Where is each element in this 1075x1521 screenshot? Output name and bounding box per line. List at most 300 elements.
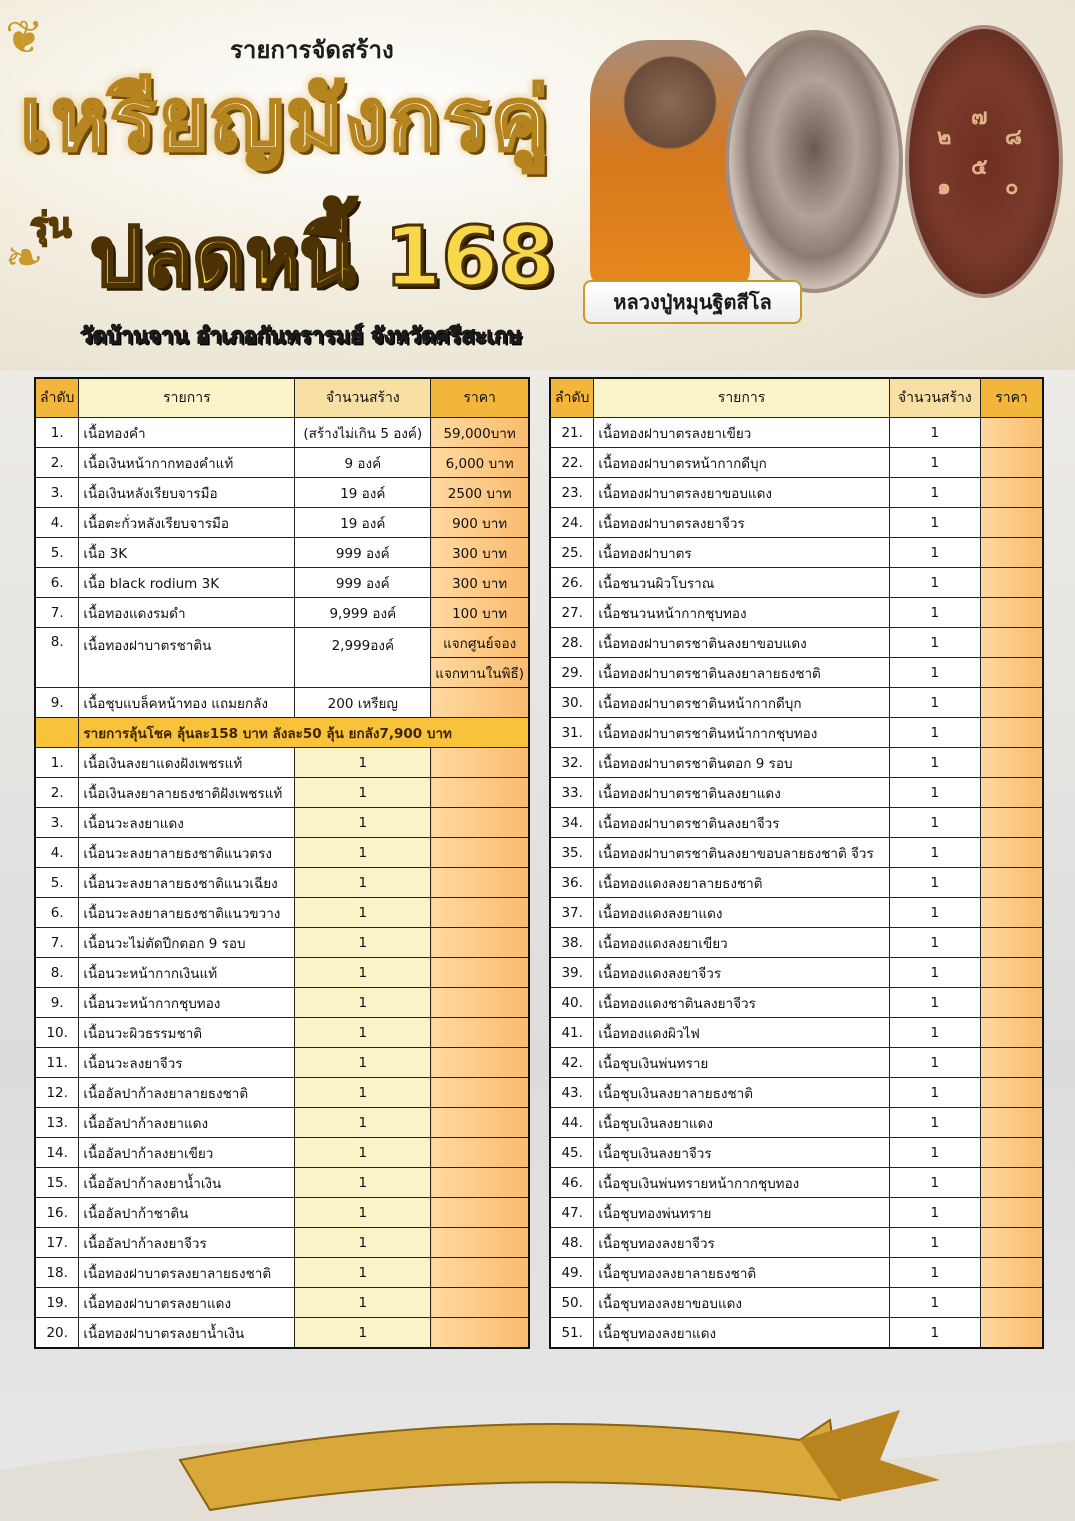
row-number: 37.	[550, 898, 594, 928]
item-name: เนื้อนวะลงยาแดง	[79, 808, 295, 838]
header-item: รายการ	[594, 378, 889, 418]
item-price	[431, 868, 529, 898]
table-row	[550, 748, 1043, 778]
table-row	[550, 1018, 1043, 1048]
item-name: เนื้อเงินหน้ากากทองคำแท้	[79, 448, 295, 478]
item-price-note: แจกทานในพิธี)	[431, 658, 529, 688]
item-qty: 1	[889, 538, 980, 568]
row-number: 21.	[550, 418, 594, 448]
row-number: 16.	[35, 1198, 79, 1228]
header-price: ราคา	[431, 378, 529, 418]
item-name: เนื้ออัลปาก้าลงยาเขียว	[79, 1138, 295, 1168]
item-price	[431, 1258, 529, 1288]
item-name: เนื้อชุบเงินพ่นทราย	[594, 1048, 889, 1078]
table-row	[550, 1108, 1043, 1138]
table-row	[550, 448, 1043, 478]
item-name: เนื้อทองแดงชาตินลงยาจีวร	[594, 988, 889, 1018]
item-price	[431, 1288, 529, 1318]
item-name: เนื้อทองแดงลงยาเขียว	[594, 928, 889, 958]
row-number: 23.	[550, 478, 594, 508]
table-row	[550, 868, 1043, 898]
item-qty: 1	[889, 748, 980, 778]
row-number: 5.	[35, 538, 79, 568]
item-qty: 19 องค์	[295, 478, 431, 508]
item-price: 59,000บาท	[431, 418, 529, 448]
table-row	[550, 1048, 1043, 1078]
item-name: เนื้อนวะลงยาลายธงชาติแนวเฉียง	[79, 868, 295, 898]
item-price	[980, 1228, 1043, 1258]
row-number: 43.	[550, 1078, 594, 1108]
item-price	[980, 478, 1043, 508]
item-qty: 1	[889, 1108, 980, 1138]
item-qty: 1	[889, 688, 980, 718]
item-price	[980, 988, 1043, 1018]
promo-text: รายการลุ้นโชค ลุ้นละ158 บาท ลังละ50 ลุ้น ยกลัง7,900 บาท	[79, 718, 529, 748]
item-qty: 1	[889, 448, 980, 478]
item-name: เนื้อนวะลงยาลายธงชาติแนวตรง	[79, 838, 295, 868]
row-number: 2.	[35, 778, 79, 808]
item-price	[980, 748, 1043, 778]
row-number: 28.	[550, 628, 594, 658]
item-qty: 1	[889, 418, 980, 448]
row-number: 27.	[550, 598, 594, 628]
item-qty: 1	[889, 928, 980, 958]
item-qty: 1	[295, 1318, 431, 1349]
item-price	[980, 448, 1043, 478]
item-qty: 1	[889, 508, 980, 538]
item-name: เนื้อชุบเงินพ่นทรายหน้ากากชุบทอง	[594, 1168, 889, 1198]
item-price	[980, 1318, 1043, 1349]
item-name: เนื้อทองฝาบาตรลงยาจีวร	[594, 508, 889, 538]
row-number: 40.	[550, 988, 594, 1018]
row-number: 2.	[35, 448, 79, 478]
item-qty: 1	[295, 1138, 431, 1168]
item-qty: 1	[295, 1228, 431, 1258]
row-number: 5.	[35, 868, 79, 898]
item-name: เนื้ออัลปาก้าชาติน	[79, 1198, 295, 1228]
item-qty: 1	[295, 808, 431, 838]
table-row	[35, 1228, 529, 1258]
item-price	[980, 1198, 1043, 1228]
table-row	[35, 778, 529, 808]
item-qty: 1	[295, 838, 431, 868]
item-name: เนื้อทองฝาบาตร	[594, 538, 889, 568]
item-qty: 1	[295, 778, 431, 808]
item-price	[980, 658, 1043, 688]
table-row	[35, 1168, 529, 1198]
table-row	[550, 1198, 1043, 1228]
item-price	[980, 508, 1043, 538]
row-number: 51.	[550, 1318, 594, 1349]
table-row	[550, 568, 1043, 598]
header-no: ลำดับ	[550, 378, 594, 418]
item-price	[980, 1018, 1043, 1048]
item-price	[431, 928, 529, 958]
item-name: เนื้อทองฝาบาตรลงยาขอบแดง	[594, 478, 889, 508]
item-qty: 1	[889, 1258, 980, 1288]
row-number: 25.	[550, 538, 594, 568]
table-row	[35, 748, 529, 778]
item-qty: 2,999องค์	[295, 628, 431, 688]
item-price: 300 บาท	[431, 568, 529, 598]
item-qty: 9,999 องค์	[295, 598, 431, 628]
row-number: 10.	[35, 1018, 79, 1048]
item-name: เนื้อทองฝาบาตรชาตินหน้ากากดีบุก	[594, 688, 889, 718]
table-row	[35, 478, 529, 508]
item-name: เนื้อชนวนหน้ากากชุบทอง	[594, 598, 889, 628]
header-qty: จำนวนสร้าง	[889, 378, 980, 418]
table-row	[35, 868, 529, 898]
table-row	[35, 898, 529, 928]
item-qty: 1	[295, 1078, 431, 1108]
item-qty: 1	[889, 868, 980, 898]
table-row	[550, 1078, 1043, 1108]
item-name: เนื้อทองแดงลงยาแดง	[594, 898, 889, 928]
item-price	[980, 598, 1043, 628]
item-name: เนื้อทองฝาบาตรชาตินลงยาลายธงชาติ	[594, 658, 889, 688]
item-qty: 1	[889, 898, 980, 928]
table-row	[35, 928, 529, 958]
temple-location: วัดบ้านจาน อำเภอกันทรารมย์ จังหวัดศรีสะเกษ	[80, 324, 522, 349]
table-row	[550, 718, 1043, 748]
item-qty: 19 องค์	[295, 508, 431, 538]
table-row	[550, 688, 1043, 718]
table-row	[35, 958, 529, 988]
row-number: 1.	[35, 418, 79, 448]
item-price: 100 บาท	[431, 598, 529, 628]
item-price	[431, 1048, 529, 1078]
row-number: 19.	[35, 1288, 79, 1318]
item-name: เนื้อชนวนผิวโบราณ	[594, 568, 889, 598]
row-number: 41.	[550, 1018, 594, 1048]
item-name: เนื้อชุบเงินลงยาแดง	[594, 1108, 889, 1138]
table-row	[550, 1258, 1043, 1288]
row-number: 49.	[550, 1258, 594, 1288]
item-price	[980, 538, 1043, 568]
item-name: เนื้อทองฝาบาตรลงยาน้ำเงิน	[79, 1318, 295, 1349]
row-number: 3.	[35, 478, 79, 508]
table-row	[550, 478, 1043, 508]
item-name: เนื้อทองแดงลงยาลายธงชาติ	[594, 868, 889, 898]
item-qty: 1	[889, 838, 980, 868]
row-number: 39.	[550, 958, 594, 988]
item-qty: 1	[889, 598, 980, 628]
table-row	[550, 838, 1043, 868]
monk-name-label: หลวงปู่หมุนฐิตสีโล	[583, 280, 802, 324]
row-number: 34.	[550, 808, 594, 838]
right-items-table	[549, 377, 1044, 1349]
item-qty: 1	[889, 1168, 980, 1198]
item-price	[980, 1168, 1043, 1198]
table-row	[550, 1138, 1043, 1168]
row-number: 11.	[35, 1048, 79, 1078]
item-qty: 1	[295, 988, 431, 1018]
row-number: 24.	[550, 508, 594, 538]
row-number: 50.	[550, 1288, 594, 1318]
row-number: 4.	[35, 508, 79, 538]
item-qty: 1	[295, 1108, 431, 1138]
item-name: เนื้ออัลปาก้าลงยาน้ำเงิน	[79, 1168, 295, 1198]
table-row	[550, 508, 1043, 538]
row-number: 36.	[550, 868, 594, 898]
coin-glyph: ๗	[971, 105, 988, 130]
row-number: 26.	[550, 568, 594, 598]
row-number: 6.	[35, 568, 79, 598]
table-row	[35, 568, 529, 598]
item-price	[431, 1198, 529, 1228]
table-row	[35, 598, 529, 628]
table-row	[550, 808, 1043, 838]
table-header-row	[550, 378, 1043, 418]
item-name: เนื้อทองฝาบาตรชาตินตอก 9 รอบ	[594, 748, 889, 778]
row-number: 48.	[550, 1228, 594, 1258]
item-name: เนื้อชุบทองลงยาขอบแดง	[594, 1288, 889, 1318]
table-row	[35, 1288, 529, 1318]
item-price	[980, 718, 1043, 748]
header-qty: จำนวนสร้าง	[295, 378, 431, 418]
item-name: เนื้อทองฝาบาตรลงยาเขียว	[594, 418, 889, 448]
item-name: เนื้อนวะหน้ากากเงินแท้	[79, 958, 295, 988]
row-number: 35.	[550, 838, 594, 868]
item-qty: 1	[889, 478, 980, 508]
item-price	[980, 1048, 1043, 1078]
row-number: 9.	[35, 688, 79, 718]
item-name: เนื้อตะกั่วหลังเรียบจารมือ	[79, 508, 295, 538]
item-name: เนื้อ black rodium 3K	[79, 568, 295, 598]
item-name: เนื้อชุบเงินลงยาลายธงชาติ	[594, 1078, 889, 1108]
gold-ribbon-decoration	[0, 1380, 1075, 1521]
item-name: เนื้อเงินลงยาลายธงชาติฝังเพชรแท้	[79, 778, 295, 808]
coin-glyph: ๐	[1005, 175, 1019, 200]
item-name: เนื้อทองแดงลงยาจีวร	[594, 958, 889, 988]
row-number: 20.	[35, 1318, 79, 1349]
item-price	[980, 1138, 1043, 1168]
item-name: เนื้อทองฝาบาตรชาตินหน้ากากชุบทอง	[594, 718, 889, 748]
item-name: เนื้อทองแดงผิวไฟ	[594, 1018, 889, 1048]
item-qty: 1	[295, 928, 431, 958]
item-price: 900 บาท	[431, 508, 529, 538]
table-row	[35, 448, 529, 478]
item-qty: 1	[295, 1018, 431, 1048]
row-number: 6.	[35, 898, 79, 928]
item-price	[980, 868, 1043, 898]
item-qty: 1	[889, 718, 980, 748]
subtitle: รายการจัดสร้าง	[230, 36, 394, 64]
item-price	[980, 688, 1043, 718]
item-name: เนื้อชุบแบล็คหน้าทอง แถมยกลัง	[79, 688, 295, 718]
table-row	[35, 1138, 529, 1168]
item-price	[980, 958, 1043, 988]
item-qty: 1	[889, 988, 980, 1018]
item-qty: 1	[295, 748, 431, 778]
item-price	[431, 898, 529, 928]
item-name: เนื้อชุบทองลงยาลายธงชาติ	[594, 1258, 889, 1288]
table-row	[550, 538, 1043, 568]
table-row	[550, 1228, 1043, 1258]
row-number: 47.	[550, 1198, 594, 1228]
item-qty: (สร้างไม่เกิน 5 องค์)	[295, 418, 431, 448]
item-price	[980, 568, 1043, 598]
table-row	[35, 688, 529, 718]
row-number: 7.	[35, 598, 79, 628]
item-name: เนื้อชุบทองลงยาแดง	[594, 1318, 889, 1349]
row-number: 44.	[550, 1108, 594, 1138]
row-number: 1.	[35, 748, 79, 778]
item-price	[980, 808, 1043, 838]
table-row	[550, 598, 1043, 628]
item-price	[431, 778, 529, 808]
title-series: ปลดหนี้ 168	[90, 210, 556, 305]
item-price	[980, 928, 1043, 958]
item-price	[980, 1258, 1043, 1288]
item-qty: 1	[889, 958, 980, 988]
gold-flourish-icon: ❧	[5, 230, 44, 284]
gold-flourish-icon: ❦	[5, 10, 44, 64]
row-number: 9.	[35, 988, 79, 1018]
row-number: 18.	[35, 1258, 79, 1288]
item-qty: 1	[295, 1198, 431, 1228]
item-qty: 999 องค์	[295, 538, 431, 568]
item-price	[431, 1138, 529, 1168]
table-row	[550, 898, 1043, 928]
item-qty: 1	[889, 1048, 980, 1078]
coin-back-image	[905, 25, 1063, 298]
item-name: เนื้อนวะหน้ากากชุบทอง	[79, 988, 295, 1018]
item-qty: 1	[889, 1318, 980, 1349]
table-row	[35, 508, 529, 538]
item-name: เนื้อทองฝาบาตรชาตินลงยาขอบแดง	[594, 628, 889, 658]
row-number: 15.	[35, 1168, 79, 1198]
table-row	[35, 1078, 529, 1108]
item-qty: 1	[889, 1198, 980, 1228]
item-price	[431, 958, 529, 988]
promo-row	[35, 718, 529, 748]
item-price	[980, 898, 1043, 928]
item-name: เนื้ออัลปาก้าลงยาลายธงชาติ	[79, 1078, 295, 1108]
table-row	[550, 1168, 1043, 1198]
item-qty: 1	[889, 778, 980, 808]
header-banner	[0, 0, 1075, 370]
table-row	[35, 1048, 529, 1078]
item-name: เนื้อทองคำ	[79, 418, 295, 448]
item-qty: 1	[295, 1288, 431, 1318]
item-price	[431, 838, 529, 868]
row-number: 30.	[550, 688, 594, 718]
table-row	[35, 1018, 529, 1048]
table-row	[35, 538, 529, 568]
left-items-table	[34, 377, 530, 1349]
promo-spacer	[35, 718, 79, 748]
row-number: 3.	[35, 808, 79, 838]
item-name: เนื้อทองฝาบาตรลงยาแดง	[79, 1288, 295, 1318]
item-name: เนื้อนวะลงยาจีวร	[79, 1048, 295, 1078]
item-qty: 1	[889, 808, 980, 838]
item-price	[980, 628, 1043, 658]
item-name: เนื้ออัลปาก้าลงยาจีวร	[79, 1228, 295, 1258]
item-price	[980, 778, 1043, 808]
item-name: เนื้อทองฝาบาตรชาตินลงยาขอบลายธงชาติ จีวร	[594, 838, 889, 868]
title-main: เหรียญมังกรคู่	[20, 70, 551, 170]
item-price	[431, 1168, 529, 1198]
row-number: 31.	[550, 718, 594, 748]
item-price	[980, 1078, 1043, 1108]
item-qty: 200 เหรียญ	[295, 688, 431, 718]
table-row	[550, 418, 1043, 448]
row-number: 14.	[35, 1138, 79, 1168]
table-row	[550, 658, 1043, 688]
coin-glyph: ๘	[1005, 125, 1022, 150]
item-qty: 1	[889, 568, 980, 598]
item-price	[431, 988, 529, 1018]
row-number: 45.	[550, 1138, 594, 1168]
table-row	[35, 838, 529, 868]
item-price	[431, 808, 529, 838]
item-name: เนื้อทองฝาบาตรชาตินลงยาจีวร	[594, 808, 889, 838]
item-name: เนื้อเงินหลังเรียบจารมือ	[79, 478, 295, 508]
item-name: เนื้อทองฝาบาตรหน้ากากดีบุก	[594, 448, 889, 478]
item-price: แจกศูนย์จอง	[431, 628, 529, 658]
table-row	[550, 778, 1043, 808]
row-number: 42.	[550, 1048, 594, 1078]
item-price	[431, 1018, 529, 1048]
row-number: 29.	[550, 658, 594, 688]
item-qty: 9 องค์	[295, 448, 431, 478]
row-number: 32.	[550, 748, 594, 778]
row-number: 22.	[550, 448, 594, 478]
item-qty: 1	[889, 628, 980, 658]
item-name: เนื้อ 3K	[79, 538, 295, 568]
item-name: เนื้อทองฝาบาตรลงยาลายธงชาติ	[79, 1258, 295, 1288]
item-name: เนื้ออัลปาก้าลงยาแดง	[79, 1108, 295, 1138]
table-row	[35, 1258, 529, 1288]
table-row	[550, 628, 1043, 658]
row-number: 33.	[550, 778, 594, 808]
row-number: 38.	[550, 928, 594, 958]
item-price: 6,000 บาท	[431, 448, 529, 478]
row-number: 17.	[35, 1228, 79, 1258]
item-name: เนื้อทองฝาบาตรชาตินลงยาแดง	[594, 778, 889, 808]
item-qty: 1	[295, 958, 431, 988]
item-qty: 999 องค์	[295, 568, 431, 598]
coin-front-image	[725, 30, 903, 293]
coin-glyph: ๑	[937, 175, 951, 200]
item-price	[431, 1228, 529, 1258]
row-number: 8.	[35, 628, 79, 688]
header-no: ลำดับ	[35, 378, 79, 418]
item-qty: 1	[889, 1228, 980, 1258]
item-name: เนื้อนวะผิวธรรมชาติ	[79, 1018, 295, 1048]
item-qty: 1	[889, 1288, 980, 1318]
item-price	[980, 1108, 1043, 1138]
item-price	[431, 1108, 529, 1138]
table-row	[35, 1318, 529, 1349]
header-price: ราคา	[980, 378, 1043, 418]
table-row	[35, 1108, 529, 1138]
item-name: เนื้อทองแดงรมดำ	[79, 598, 295, 628]
title-prefix: รุ่น	[30, 206, 72, 246]
item-price: 2500 บาท	[431, 478, 529, 508]
table-row	[35, 808, 529, 838]
table-row	[550, 1318, 1043, 1349]
table-row	[550, 1288, 1043, 1318]
item-price	[980, 418, 1043, 448]
item-price	[431, 688, 529, 718]
item-name: เนื้อชุบทองพ่นทราย	[594, 1198, 889, 1228]
table-row	[35, 628, 529, 658]
row-number: 12.	[35, 1078, 79, 1108]
item-qty: 1	[889, 1078, 980, 1108]
item-qty: 1	[889, 1138, 980, 1168]
